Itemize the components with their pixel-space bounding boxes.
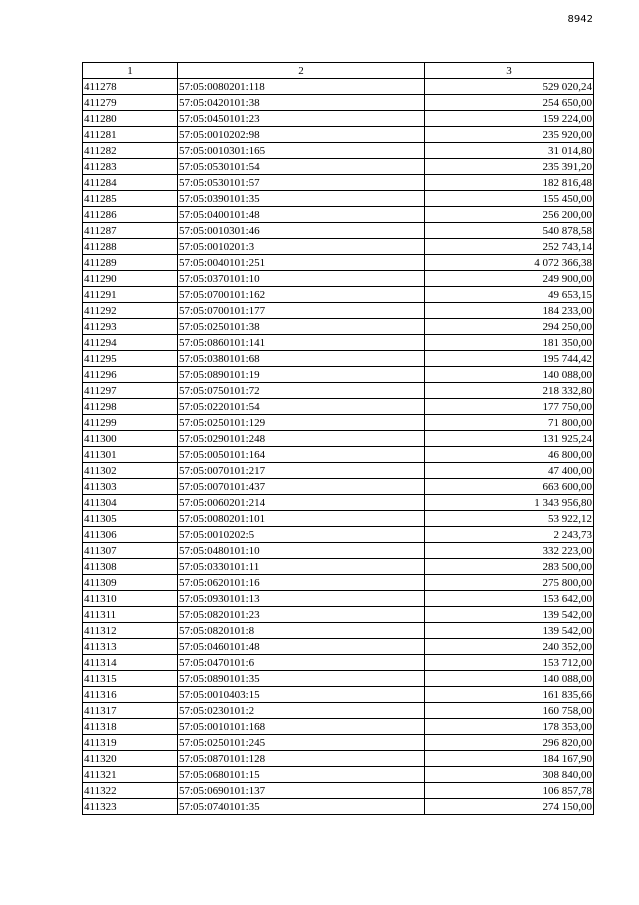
cadastral-number-cell: 57:05:0010101:168 [178, 719, 425, 735]
object-number-cell: 411296 [83, 367, 178, 383]
value-cell: 274 150,00 [425, 799, 594, 815]
table-row [83, 271, 594, 287]
object-number-cell: 411318 [83, 719, 178, 735]
table-row [83, 207, 594, 223]
object-number-cell: 411294 [83, 335, 178, 351]
table-row [83, 239, 594, 255]
table-row [83, 415, 594, 431]
table-header [83, 63, 594, 79]
object-number-cell: 411322 [83, 783, 178, 799]
object-number-cell: 411310 [83, 591, 178, 607]
cadastral-number-cell: 57:05:0010202:5 [178, 527, 425, 543]
cadastral-number-cell: 57:05:0820101:23 [178, 607, 425, 623]
object-number-cell: 411316 [83, 687, 178, 703]
cadastral-number-cell: 57:05:0080201:101 [178, 511, 425, 527]
cadastral-number-cell: 57:05:0010202:98 [178, 127, 425, 143]
value-cell: 275 800,00 [425, 575, 594, 591]
object-number-cell: 411323 [83, 799, 178, 815]
cadastral-number-cell: 57:05:0890101:19 [178, 367, 425, 383]
value-cell: 46 800,00 [425, 447, 594, 463]
value-cell: 218 332,80 [425, 383, 594, 399]
table-row [83, 255, 594, 271]
table-row [83, 527, 594, 543]
table-row [83, 671, 594, 687]
value-cell: 71 800,00 [425, 415, 594, 431]
table-row [83, 623, 594, 639]
cadastral-number-cell: 57:05:0860101:141 [178, 335, 425, 351]
table-row [83, 223, 594, 239]
object-number-cell: 411314 [83, 655, 178, 671]
value-cell: 4 072 366,38 [425, 255, 594, 271]
object-number-cell: 411278 [83, 79, 178, 95]
table-row [83, 767, 594, 783]
table-row [83, 575, 594, 591]
object-number-cell: 411279 [83, 95, 178, 111]
value-cell: 161 835,66 [425, 687, 594, 703]
object-number-cell: 411312 [83, 623, 178, 639]
object-number-cell: 411293 [83, 319, 178, 335]
value-cell: 49 653,15 [425, 287, 594, 303]
value-cell: 252 743,14 [425, 239, 594, 255]
value-cell: 139 542,00 [425, 623, 594, 639]
object-number-cell: 411311 [83, 607, 178, 623]
value-cell: 540 878,58 [425, 223, 594, 239]
table-row [83, 511, 594, 527]
cadastral-number-cell: 57:05:0620101:16 [178, 575, 425, 591]
table-row [83, 95, 594, 111]
value-cell: 159 224,00 [425, 111, 594, 127]
table-row [83, 319, 594, 335]
table-row [83, 687, 594, 703]
cadastral-number-cell: 57:05:0530101:57 [178, 175, 425, 191]
cadastral-number-cell: 57:05:0750101:72 [178, 383, 425, 399]
column-header-2: 2 [178, 63, 425, 79]
table-row [83, 703, 594, 719]
value-cell: 139 542,00 [425, 607, 594, 623]
object-number-cell: 411292 [83, 303, 178, 319]
value-cell: 155 450,00 [425, 191, 594, 207]
cadastral-number-cell: 57:05:0690101:137 [178, 783, 425, 799]
cadastral-number-cell: 57:05:0450101:23 [178, 111, 425, 127]
object-number-cell: 411290 [83, 271, 178, 287]
table-row [83, 607, 594, 623]
cadastral-number-cell: 57:05:0740101:35 [178, 799, 425, 815]
cadastral-number-cell: 57:05:0420101:38 [178, 95, 425, 111]
table-row [83, 735, 594, 751]
object-number-cell: 411313 [83, 639, 178, 655]
value-cell: 1 343 956,80 [425, 495, 594, 511]
object-number-cell: 411281 [83, 127, 178, 143]
object-number-cell: 411307 [83, 543, 178, 559]
value-cell: 195 744,42 [425, 351, 594, 367]
cadastral-number-cell: 57:05:0060201:214 [178, 495, 425, 511]
cadastral-number-cell: 57:05:0390101:35 [178, 191, 425, 207]
table-body [83, 79, 594, 815]
cadastral-number-cell: 57:05:0010301:165 [178, 143, 425, 159]
value-cell: 153 712,00 [425, 655, 594, 671]
object-number-cell: 411303 [83, 479, 178, 495]
table-row [83, 399, 594, 415]
object-number-cell: 411288 [83, 239, 178, 255]
object-number-cell: 411305 [83, 511, 178, 527]
cadastral-number-cell: 57:05:0330101:11 [178, 559, 425, 575]
value-cell: 283 500,00 [425, 559, 594, 575]
column-header-3: 3 [425, 63, 594, 79]
value-cell: 296 820,00 [425, 735, 594, 751]
value-cell: 47 400,00 [425, 463, 594, 479]
object-number-cell: 411320 [83, 751, 178, 767]
cadastral-number-cell: 57:05:0250101:38 [178, 319, 425, 335]
value-cell: 256 200,00 [425, 207, 594, 223]
table-row [83, 111, 594, 127]
object-number-cell: 411287 [83, 223, 178, 239]
table-row [83, 799, 594, 815]
value-cell: 235 391,20 [425, 159, 594, 175]
object-number-cell: 411291 [83, 287, 178, 303]
cadastral-number-cell: 57:05:0220101:54 [178, 399, 425, 415]
object-number-cell: 411301 [83, 447, 178, 463]
table-row [83, 751, 594, 767]
value-cell: 240 352,00 [425, 639, 594, 655]
object-number-cell: 411295 [83, 351, 178, 367]
object-number-cell: 411280 [83, 111, 178, 127]
table-row [83, 303, 594, 319]
cadastral-number-cell: 57:05:0370101:10 [178, 271, 425, 287]
object-number-cell: 411315 [83, 671, 178, 687]
object-number-cell: 411282 [83, 143, 178, 159]
cadastral-number-cell: 57:05:0250101:245 [178, 735, 425, 751]
table-row [83, 143, 594, 159]
table-row [83, 127, 594, 143]
cadastral-number-cell: 57:05:0080201:118 [178, 79, 425, 95]
table-row [83, 287, 594, 303]
object-number-cell: 411302 [83, 463, 178, 479]
object-number-cell: 411308 [83, 559, 178, 575]
cadastral-number-cell: 57:05:0010201:3 [178, 239, 425, 255]
value-cell: 178 353,00 [425, 719, 594, 735]
value-cell: 332 223,00 [425, 543, 594, 559]
cadastral-number-cell: 57:05:0480101:10 [178, 543, 425, 559]
value-cell: 254 650,00 [425, 95, 594, 111]
cadastral-number-cell: 57:05:0460101:48 [178, 639, 425, 655]
cadastral-number-cell: 57:05:0010403:15 [178, 687, 425, 703]
object-number-cell: 411309 [83, 575, 178, 591]
cadastral-number-cell: 57:05:0070101:217 [178, 463, 425, 479]
object-number-cell: 411286 [83, 207, 178, 223]
cadastral-number-cell: 57:05:0930101:13 [178, 591, 425, 607]
column-header-1: 1 [83, 63, 178, 79]
value-cell: 182 816,48 [425, 175, 594, 191]
value-cell: 140 088,00 [425, 367, 594, 383]
value-cell: 131 925,24 [425, 431, 594, 447]
value-cell: 53 922,12 [425, 511, 594, 527]
cadastral-number-cell: 57:05:0700101:177 [178, 303, 425, 319]
value-cell: 529 020,24 [425, 79, 594, 95]
object-number-cell: 411306 [83, 527, 178, 543]
value-cell: 181 350,00 [425, 335, 594, 351]
cadastral-number-cell: 57:05:0820101:8 [178, 623, 425, 639]
cadastral-number-cell: 57:05:0290101:248 [178, 431, 425, 447]
value-cell: 308 840,00 [425, 767, 594, 783]
value-cell: 2 243,73 [425, 527, 594, 543]
cadastral-number-cell: 57:05:0070101:437 [178, 479, 425, 495]
object-number-cell: 411297 [83, 383, 178, 399]
value-cell: 184 233,00 [425, 303, 594, 319]
value-cell: 294 250,00 [425, 319, 594, 335]
cadastral-number-cell: 57:05:0470101:6 [178, 655, 425, 671]
table-row [83, 591, 594, 607]
object-number-cell: 411284 [83, 175, 178, 191]
object-number-cell: 411299 [83, 415, 178, 431]
table-row [83, 559, 594, 575]
value-cell: 106 857,78 [425, 783, 594, 799]
cadastral-number-cell: 57:05:0230101:2 [178, 703, 425, 719]
cadastral-number-cell: 57:05:0530101:54 [178, 159, 425, 175]
value-cell: 184 167,90 [425, 751, 594, 767]
table-row [83, 655, 594, 671]
cadastral-number-cell: 57:05:0040101:251 [178, 255, 425, 271]
cadastral-number-cell: 57:05:0700101:162 [178, 287, 425, 303]
table-row [83, 543, 594, 559]
page-number: 8942 [567, 14, 593, 25]
table-row [83, 191, 594, 207]
table-row [83, 175, 594, 191]
table-row [83, 479, 594, 495]
object-number-cell: 411317 [83, 703, 178, 719]
table-row [83, 719, 594, 735]
cadastral-number-cell: 57:05:0680101:15 [178, 767, 425, 783]
object-number-cell: 411300 [83, 431, 178, 447]
object-number-cell: 411304 [83, 495, 178, 511]
value-cell: 153 642,00 [425, 591, 594, 607]
data-table [82, 62, 594, 815]
cadastral-number-cell: 57:05:0890101:35 [178, 671, 425, 687]
cadastral-number-cell: 57:05:0870101:128 [178, 751, 425, 767]
value-cell: 140 088,00 [425, 671, 594, 687]
value-cell: 235 920,00 [425, 127, 594, 143]
table-row [83, 639, 594, 655]
value-cell: 663 600,00 [425, 479, 594, 495]
object-number-cell: 411283 [83, 159, 178, 175]
table-row [83, 367, 594, 383]
cadastral-number-cell: 57:05:0380101:68 [178, 351, 425, 367]
object-number-cell: 411289 [83, 255, 178, 271]
table-row [83, 495, 594, 511]
value-cell: 249 900,00 [425, 271, 594, 287]
table-row [83, 463, 594, 479]
value-cell: 177 750,00 [425, 399, 594, 415]
table-row [83, 447, 594, 463]
table-row [83, 431, 594, 447]
cadastral-number-cell: 57:05:0010301:46 [178, 223, 425, 239]
table-row [83, 335, 594, 351]
header-row [83, 63, 594, 79]
table-row [83, 351, 594, 367]
cadastral-number-cell: 57:05:0250101:129 [178, 415, 425, 431]
cadastral-number-cell: 57:05:0050101:164 [178, 447, 425, 463]
object-number-cell: 411285 [83, 191, 178, 207]
value-cell: 160 758,00 [425, 703, 594, 719]
value-cell: 31 014,80 [425, 143, 594, 159]
object-number-cell: 411321 [83, 767, 178, 783]
table-row [83, 79, 594, 95]
object-number-cell: 411319 [83, 735, 178, 751]
table-row [83, 383, 594, 399]
cadastral-number-cell: 57:05:0400101:48 [178, 207, 425, 223]
table-row [83, 159, 594, 175]
table-row [83, 783, 594, 799]
object-number-cell: 411298 [83, 399, 178, 415]
